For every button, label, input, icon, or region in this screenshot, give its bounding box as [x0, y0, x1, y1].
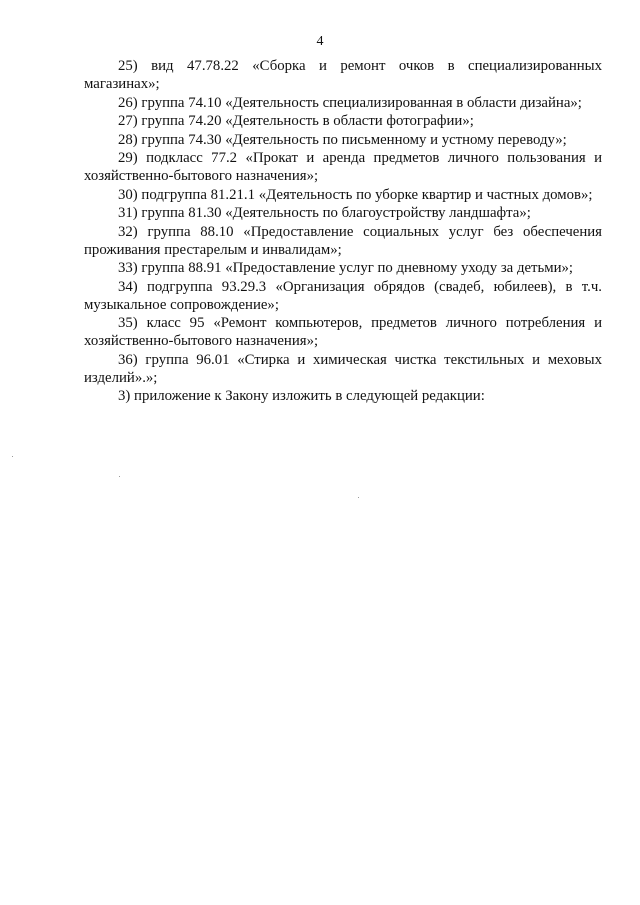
list-item: 31) группа 81.30 «Деятельность по благоустройству ландшафта»;: [118, 205, 531, 221]
scan-speck: [119, 476, 120, 477]
list-item: 35) класс 95 «Ремонт компьютеров, предметов личного потребления и хозяйственно-бытового назначения»;: [84, 315, 602, 349]
list-item: 34) подгруппа 93.29.3 «Организация обрядов (свадеб, юбилеев), в т.ч. музыкальное сопровождение»;: [84, 278, 602, 313]
list-item: 25) вид 47.78.22 «Сборка и ремонт очков в специализированных магазинах»;: [84, 58, 602, 92]
list-item: 3) приложение к Закону изложить в следующей редакции:: [118, 388, 485, 404]
list-item: 28) группа 74.30 «Деятельность по письменному и устному переводу»;: [118, 131, 567, 148]
document-body: [84, 57, 602, 406]
scan-speck: [12, 456, 13, 457]
list-item: 30) подгруппа 81.21.1 «Деятельность по уборке квартир и частных домов»;: [118, 186, 593, 203]
page-number: 4: [316, 34, 324, 49]
list-item: 32) группа 88.10 «Предоставление социальных услуг без обеспечения проживания престарелым и инвалидам»;: [84, 223, 602, 258]
list-item: 29) подкласс 77.2 «Прокат и аренда предметов личного пользования и хозяйственно-бытового назначения»;: [84, 150, 602, 184]
scan-speck: [358, 497, 359, 498]
list-item: 27) группа 74.20 «Деятельность в области фотографии»;: [118, 113, 474, 129]
list-item: 26) группа 74.10 «Деятельность специализированная в области дизайна»;: [118, 94, 582, 111]
list-item: 36) группа 96.01 «Стирка и химическая чистка текстильных и меховых изделий».»;: [84, 351, 602, 386]
list-item: 33) группа 88.91 «Предоставление услуг по дневному уходу за детьми»;: [118, 260, 574, 276]
